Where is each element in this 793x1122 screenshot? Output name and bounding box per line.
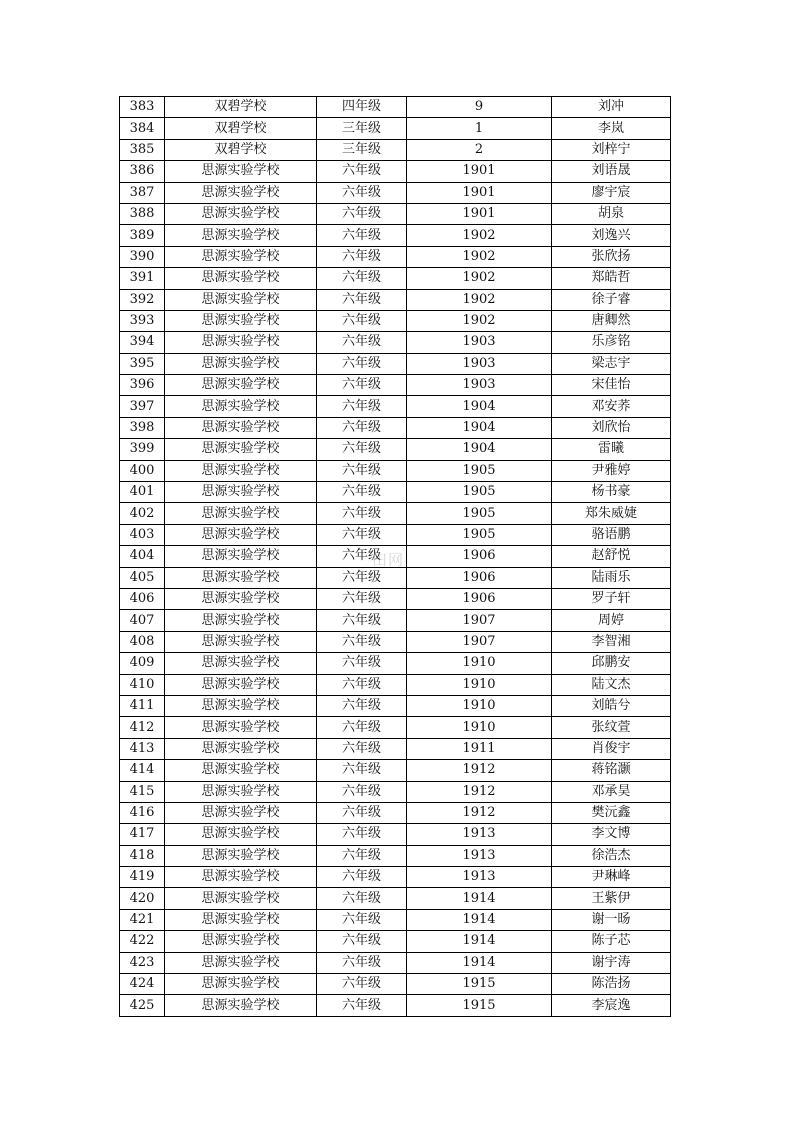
school-cell: 思源实验学校 xyxy=(165,695,317,716)
name-cell: 谢一旸 xyxy=(552,909,671,930)
name-cell: 郑朱威婕 xyxy=(552,503,671,524)
grade-cell: 六年级 xyxy=(317,867,407,888)
name-cell: 邓承昊 xyxy=(552,781,671,802)
grade-cell: 六年级 xyxy=(317,931,407,952)
name-cell: 陈子芯 xyxy=(552,931,671,952)
row-number-cell: 413 xyxy=(120,738,165,759)
grade-cell: 六年级 xyxy=(317,567,407,588)
name-cell: 宋佳怡 xyxy=(552,375,671,396)
grade-cell: 六年级 xyxy=(317,717,407,738)
name-cell: 杨书豪 xyxy=(552,482,671,503)
school-cell: 思源实验学校 xyxy=(165,952,317,973)
table-row xyxy=(120,588,671,609)
name-cell: 王紫伊 xyxy=(552,888,671,909)
table-row xyxy=(120,524,671,545)
table-row xyxy=(120,460,671,481)
row-number-cell: 400 xyxy=(120,460,165,481)
name-cell: 陆雨乐 xyxy=(552,567,671,588)
class-cell: 1903 xyxy=(407,375,552,396)
grade-cell: 六年级 xyxy=(317,610,407,631)
class-cell: 1913 xyxy=(407,845,552,866)
row-number-cell: 383 xyxy=(120,97,165,118)
name-cell: 胡泉 xyxy=(552,203,671,224)
grade-cell: 六年级 xyxy=(317,482,407,503)
name-cell: 李岚 xyxy=(552,118,671,139)
name-cell: 李文博 xyxy=(552,824,671,845)
name-cell: 赵舒悦 xyxy=(552,546,671,567)
name-cell: 尹雅婷 xyxy=(552,460,671,481)
table-row xyxy=(120,567,671,588)
table-row xyxy=(120,974,671,995)
table-row xyxy=(120,909,671,930)
row-number-cell: 412 xyxy=(120,717,165,738)
table-row xyxy=(120,695,671,716)
grade-cell: 六年级 xyxy=(317,460,407,481)
name-cell: 尹琳峰 xyxy=(552,867,671,888)
table-row xyxy=(120,610,671,631)
row-number-cell: 425 xyxy=(120,995,165,1016)
school-cell: 思源实验学校 xyxy=(165,717,317,738)
school-cell: 思源实验学校 xyxy=(165,824,317,845)
class-cell: 1902 xyxy=(407,246,552,267)
name-cell: 谢宇涛 xyxy=(552,952,671,973)
school-cell: 思源实验学校 xyxy=(165,182,317,203)
school-cell: 思源实验学校 xyxy=(165,567,317,588)
class-cell: 1902 xyxy=(407,225,552,246)
school-cell: 思源实验学校 xyxy=(165,524,317,545)
grade-cell: 六年级 xyxy=(317,268,407,289)
table-row xyxy=(120,289,671,310)
class-cell: 1901 xyxy=(407,161,552,182)
grade-cell: 六年级 xyxy=(317,546,407,567)
name-cell: 骆语鹏 xyxy=(552,524,671,545)
table-row xyxy=(120,503,671,524)
table-row xyxy=(120,738,671,759)
name-cell: 张纹萱 xyxy=(552,717,671,738)
name-cell: 李宸逸 xyxy=(552,995,671,1016)
school-cell: 思源实验学校 xyxy=(165,332,317,353)
table-row xyxy=(120,931,671,952)
name-cell: 刘逸兴 xyxy=(552,225,671,246)
table-row xyxy=(120,674,671,695)
school-cell: 思源实验学校 xyxy=(165,203,317,224)
grade-cell: 六年级 xyxy=(317,653,407,674)
class-cell: 1901 xyxy=(407,182,552,203)
name-cell: 陈浩扬 xyxy=(552,974,671,995)
name-cell: 张欣扬 xyxy=(552,246,671,267)
name-cell: 梁志宇 xyxy=(552,353,671,374)
class-cell: 1901 xyxy=(407,203,552,224)
table-row xyxy=(120,952,671,973)
grade-cell: 六年级 xyxy=(317,995,407,1016)
row-number-cell: 408 xyxy=(120,631,165,652)
grade-cell: 六年级 xyxy=(317,738,407,759)
grade-cell: 六年级 xyxy=(317,161,407,182)
class-cell: 1914 xyxy=(407,909,552,930)
row-number-cell: 424 xyxy=(120,974,165,995)
table-row xyxy=(120,203,671,224)
grade-cell: 六年级 xyxy=(317,909,407,930)
school-cell: 双碧学校 xyxy=(165,118,317,139)
class-cell: 1905 xyxy=(407,503,552,524)
table-row xyxy=(120,182,671,203)
school-cell: 思源实验学校 xyxy=(165,867,317,888)
grade-cell: 六年级 xyxy=(317,524,407,545)
row-number-cell: 414 xyxy=(120,760,165,781)
school-cell: 思源实验学校 xyxy=(165,439,317,460)
class-cell: 1906 xyxy=(407,567,552,588)
grade-cell: 六年级 xyxy=(317,332,407,353)
name-cell: 刘梓宁 xyxy=(552,139,671,160)
grade-cell: 六年级 xyxy=(317,781,407,802)
class-cell: 1905 xyxy=(407,482,552,503)
class-cell: 1907 xyxy=(407,631,552,652)
school-cell: 思源实验学校 xyxy=(165,289,317,310)
school-cell: 思源实验学校 xyxy=(165,738,317,759)
table-row xyxy=(120,310,671,331)
row-number-cell: 389 xyxy=(120,225,165,246)
school-cell: 思源实验学校 xyxy=(165,396,317,417)
table-row xyxy=(120,225,671,246)
name-cell: 刘冲 xyxy=(552,97,671,118)
school-cell: 思源实验学校 xyxy=(165,888,317,909)
class-cell: 1913 xyxy=(407,824,552,845)
grade-cell: 六年级 xyxy=(317,310,407,331)
grade-cell: 六年级 xyxy=(317,588,407,609)
class-cell: 1912 xyxy=(407,781,552,802)
row-number-cell: 396 xyxy=(120,375,165,396)
class-cell: 1914 xyxy=(407,931,552,952)
table-row xyxy=(120,97,671,118)
name-cell: 刘欣怡 xyxy=(552,417,671,438)
name-cell: 刘皓兮 xyxy=(552,695,671,716)
class-cell: 1902 xyxy=(407,310,552,331)
row-number-cell: 416 xyxy=(120,802,165,823)
class-cell: 1903 xyxy=(407,353,552,374)
class-cell: 1913 xyxy=(407,867,552,888)
row-number-cell: 397 xyxy=(120,396,165,417)
row-number-cell: 407 xyxy=(120,610,165,631)
name-cell: 刘语晟 xyxy=(552,161,671,182)
school-cell: 思源实验学校 xyxy=(165,674,317,695)
school-cell: 思源实验学校 xyxy=(165,781,317,802)
class-cell: 1915 xyxy=(407,974,552,995)
row-number-cell: 388 xyxy=(120,203,165,224)
grade-cell: 六年级 xyxy=(317,225,407,246)
table-row xyxy=(120,139,671,160)
row-number-cell: 401 xyxy=(120,482,165,503)
school-cell: 思源实验学校 xyxy=(165,995,317,1016)
roster-body xyxy=(120,97,671,1017)
grade-cell: 六年级 xyxy=(317,802,407,823)
class-cell: 1903 xyxy=(407,332,552,353)
roster-sheet xyxy=(119,96,671,1017)
school-cell: 思源实验学校 xyxy=(165,588,317,609)
table-row xyxy=(120,760,671,781)
table-row xyxy=(120,482,671,503)
row-number-cell: 406 xyxy=(120,588,165,609)
table-row xyxy=(120,118,671,139)
row-number-cell: 423 xyxy=(120,952,165,973)
row-number-cell: 409 xyxy=(120,653,165,674)
name-cell: 郑皓哲 xyxy=(552,268,671,289)
name-cell: 唐卿然 xyxy=(552,310,671,331)
row-number-cell: 391 xyxy=(120,268,165,289)
class-cell: 1911 xyxy=(407,738,552,759)
class-cell: 1904 xyxy=(407,439,552,460)
name-cell: 陆文杰 xyxy=(552,674,671,695)
grade-cell: 六年级 xyxy=(317,353,407,374)
class-cell: 1907 xyxy=(407,610,552,631)
class-cell: 1904 xyxy=(407,396,552,417)
row-number-cell: 387 xyxy=(120,182,165,203)
row-number-cell: 422 xyxy=(120,931,165,952)
school-cell: 思源实验学校 xyxy=(165,503,317,524)
name-cell: 李智湘 xyxy=(552,631,671,652)
grade-cell: 六年级 xyxy=(317,888,407,909)
table-row xyxy=(120,653,671,674)
school-cell: 思源实验学校 xyxy=(165,631,317,652)
school-cell: 思源实验学校 xyxy=(165,845,317,866)
row-number-cell: 418 xyxy=(120,845,165,866)
row-number-cell: 419 xyxy=(120,867,165,888)
grade-cell: 六年级 xyxy=(317,760,407,781)
row-number-cell: 415 xyxy=(120,781,165,802)
class-cell: 1915 xyxy=(407,995,552,1016)
row-number-cell: 410 xyxy=(120,674,165,695)
table-row xyxy=(120,268,671,289)
grade-cell: 六年级 xyxy=(317,824,407,845)
class-cell: 1902 xyxy=(407,289,552,310)
name-cell: 蒋铭灏 xyxy=(552,760,671,781)
row-number-cell: 402 xyxy=(120,503,165,524)
class-cell: 1914 xyxy=(407,888,552,909)
grade-cell: 六年级 xyxy=(317,974,407,995)
grade-cell: 六年级 xyxy=(317,695,407,716)
row-number-cell: 403 xyxy=(120,524,165,545)
name-cell: 廖宇宸 xyxy=(552,182,671,203)
class-cell: 1902 xyxy=(407,268,552,289)
name-cell: 乐彦铭 xyxy=(552,332,671,353)
class-cell: 1 xyxy=(407,118,552,139)
name-cell: 周婷 xyxy=(552,610,671,631)
school-cell: 思源实验学校 xyxy=(165,353,317,374)
table-row xyxy=(120,631,671,652)
school-cell: 思源实验学校 xyxy=(165,909,317,930)
class-cell: 1910 xyxy=(407,674,552,695)
class-cell: 1904 xyxy=(407,417,552,438)
table-row xyxy=(120,161,671,182)
school-cell: 思源实验学校 xyxy=(165,974,317,995)
school-cell: 思源实验学校 xyxy=(165,268,317,289)
name-cell: 雷曦 xyxy=(552,439,671,460)
row-number-cell: 404 xyxy=(120,546,165,567)
grade-cell: 六年级 xyxy=(317,396,407,417)
school-cell: 思源实验学校 xyxy=(165,653,317,674)
table-row xyxy=(120,802,671,823)
class-cell: 1906 xyxy=(407,588,552,609)
row-number-cell: 411 xyxy=(120,695,165,716)
row-number-cell: 384 xyxy=(120,118,165,139)
grade-cell: 三年级 xyxy=(317,118,407,139)
school-cell: 双碧学校 xyxy=(165,97,317,118)
name-cell: 徐浩杰 xyxy=(552,845,671,866)
school-cell: 思源实验学校 xyxy=(165,610,317,631)
table-row xyxy=(120,396,671,417)
table-row xyxy=(120,332,671,353)
table-row xyxy=(120,546,671,567)
school-cell: 思源实验学校 xyxy=(165,417,317,438)
table-row xyxy=(120,717,671,738)
grade-cell: 六年级 xyxy=(317,631,407,652)
school-cell: 思源实验学校 xyxy=(165,546,317,567)
school-cell: 思源实验学校 xyxy=(165,310,317,331)
table-row xyxy=(120,246,671,267)
grade-cell: 六年级 xyxy=(317,375,407,396)
name-cell: 罗子轩 xyxy=(552,588,671,609)
row-number-cell: 392 xyxy=(120,289,165,310)
school-cell: 思源实验学校 xyxy=(165,161,317,182)
row-number-cell: 394 xyxy=(120,332,165,353)
table-row xyxy=(120,417,671,438)
class-cell: 1910 xyxy=(407,653,552,674)
grade-cell: 六年级 xyxy=(317,845,407,866)
school-cell: 双碧学校 xyxy=(165,139,317,160)
table-row xyxy=(120,824,671,845)
class-cell: 1905 xyxy=(407,460,552,481)
row-number-cell: 393 xyxy=(120,310,165,331)
class-cell: 1914 xyxy=(407,952,552,973)
class-cell: 1912 xyxy=(407,802,552,823)
row-number-cell: 420 xyxy=(120,888,165,909)
name-cell: 樊沅鑫 xyxy=(552,802,671,823)
grade-cell: 三年级 xyxy=(317,139,407,160)
table-row xyxy=(120,353,671,374)
grade-cell: 六年级 xyxy=(317,952,407,973)
row-number-cell: 398 xyxy=(120,417,165,438)
grade-cell: 四年级 xyxy=(317,97,407,118)
name-cell: 邓安荞 xyxy=(552,396,671,417)
class-cell: 2 xyxy=(407,139,552,160)
class-cell: 1906 xyxy=(407,546,552,567)
table-row xyxy=(120,888,671,909)
class-cell: 1910 xyxy=(407,717,552,738)
grade-cell: 六年级 xyxy=(317,439,407,460)
table-row xyxy=(120,995,671,1016)
class-cell: 1905 xyxy=(407,524,552,545)
row-number-cell: 399 xyxy=(120,439,165,460)
school-cell: 思源实验学校 xyxy=(165,760,317,781)
name-cell: 徐子睿 xyxy=(552,289,671,310)
row-number-cell: 405 xyxy=(120,567,165,588)
school-cell: 思源实验学校 xyxy=(165,460,317,481)
class-cell: 9 xyxy=(407,97,552,118)
grade-cell: 六年级 xyxy=(317,182,407,203)
watermark-text: 田网 xyxy=(372,551,405,569)
school-cell: 思源实验学校 xyxy=(165,375,317,396)
row-number-cell: 395 xyxy=(120,353,165,374)
grade-cell: 六年级 xyxy=(317,674,407,695)
row-number-cell: 386 xyxy=(120,161,165,182)
grade-cell: 六年级 xyxy=(317,246,407,267)
school-cell: 思源实验学校 xyxy=(165,225,317,246)
grade-cell: 六年级 xyxy=(317,203,407,224)
table-row xyxy=(120,781,671,802)
table-row xyxy=(120,867,671,888)
class-cell: 1912 xyxy=(407,760,552,781)
school-cell: 思源实验学校 xyxy=(165,246,317,267)
row-number-cell: 417 xyxy=(120,824,165,845)
school-cell: 思源实验学校 xyxy=(165,482,317,503)
row-number-cell: 385 xyxy=(120,139,165,160)
school-cell: 思源实验学校 xyxy=(165,802,317,823)
row-number-cell: 421 xyxy=(120,909,165,930)
name-cell: 邱鹏安 xyxy=(552,653,671,674)
class-cell: 1910 xyxy=(407,695,552,716)
name-cell: 肖俊宇 xyxy=(552,738,671,759)
student-roster-table xyxy=(119,96,671,1017)
table-row xyxy=(120,439,671,460)
table-row xyxy=(120,845,671,866)
grade-cell: 六年级 xyxy=(317,503,407,524)
table-row xyxy=(120,375,671,396)
school-cell: 思源实验学校 xyxy=(165,931,317,952)
grade-cell: 六年级 xyxy=(317,289,407,310)
row-number-cell: 390 xyxy=(120,246,165,267)
grade-cell: 六年级 xyxy=(317,417,407,438)
